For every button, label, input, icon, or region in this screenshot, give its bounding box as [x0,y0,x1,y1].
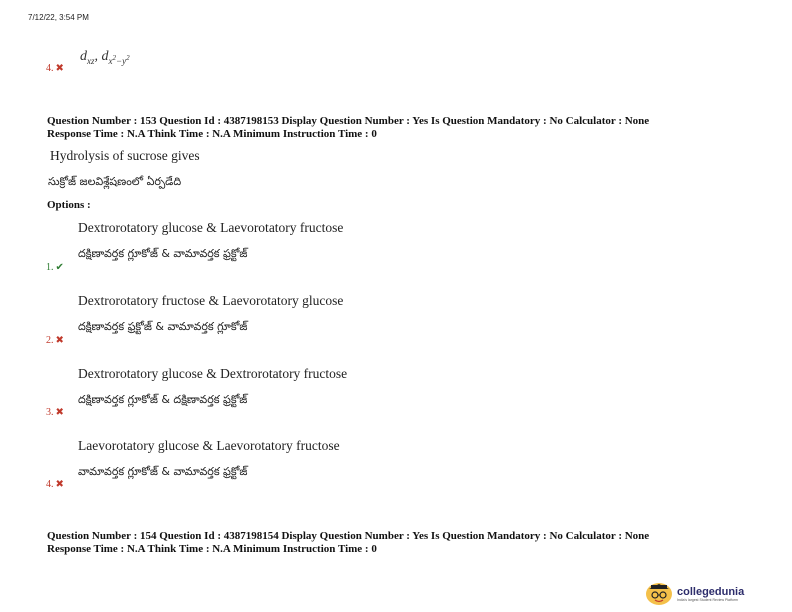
question-153-text-te: సుక్రోజ్ జలవిశ్లేషణంలో ఏర్పడేది [48,175,182,188]
wrong-mark-icon: ✖ [55,407,64,418]
option-1-text-en: Dextrorotatory glucose & Laevorotatory fructose [78,220,344,235]
option-3-number [46,407,64,418]
option-3-text-te: దక్షిణావర్తక గ్లూకోజ్ & దక్షిణావర్తక ఫ్రక్టోజ్ [78,393,248,406]
question-153-text-en: Hydrolysis of sucrose gives [50,148,200,163]
wrong-mark-icon: ✖ [55,479,64,490]
logo-name: collegedunia [677,585,745,598]
prev-option-number [46,63,64,74]
prev-option-math: $d_{xz}$, $d_{x^2-y^2}$ [80,49,130,66]
question-154-meta-line1: Question Number : 154 Question Id : 4387198154 Display Question Number : Yes Is Question Mandatory : No Calculator : None [47,530,650,542]
option-3-text-en: Dextrorotatory glucose & Dextrorotatory fructose [78,366,348,381]
option-2-text-en: Dextrorotatory fructose & Laevorotatory glucose [78,293,344,308]
option-4-number [46,479,64,490]
collegedunia-logo [646,583,744,605]
option-2-number-text: 2. [46,335,54,346]
wrong-mark-icon: ✖ [55,335,64,346]
prev-option-number-text: 4. [46,63,54,74]
print-timestamp: 7/12/22, 3:54 PM [28,13,89,22]
option-4-text-en: Laevorotatory glucose & Laevorotatory fructose [78,438,340,453]
option-2-number [46,335,64,346]
logo-tagline: India's largest Student Review Platform [677,597,738,602]
correct-check-icon: ✔ [55,262,64,273]
question-153-meta [47,115,649,141]
logo-wordmark [677,587,744,602]
option-4-number-text: 4. [46,479,54,490]
option-4-text-te: వామావర్తక గ్లూకోజ్ & వామావర్తక ఫ్రక్టోజ్ [78,465,248,478]
option-1-number-text: 1. [46,262,54,273]
question-153-meta-line1: Question Number : 153 Question Id : 4387198153 Display Question Number : Yes Is Question Mandatory : No Calculator : None [47,115,650,127]
question-154-meta [47,530,649,556]
option-2-text-te: దక్షిణావర్తక ఫ్రక్టోజ్ & వామావర్తక గ్లూకోజ్ [78,320,248,333]
options-label: Options : [47,199,91,211]
wrong-mark-icon: ✖ [55,63,64,74]
option-3-number-text: 3. [46,407,54,418]
mascot-icon [646,583,672,605]
question-153-meta-line2: Response Time : N.A Think Time : N.A Minimum Instruction Time : 0 [47,128,377,140]
option-1-text-te: దక్షిణావర్తక గ్లూకోజ్ & వామావర్తక ఫ్రక్టోజ్ [78,247,248,260]
question-154-meta-line2: Response Time : N.A Think Time : N.A Minimum Instruction Time : 0 [47,543,377,555]
option-1-number [46,262,64,273]
